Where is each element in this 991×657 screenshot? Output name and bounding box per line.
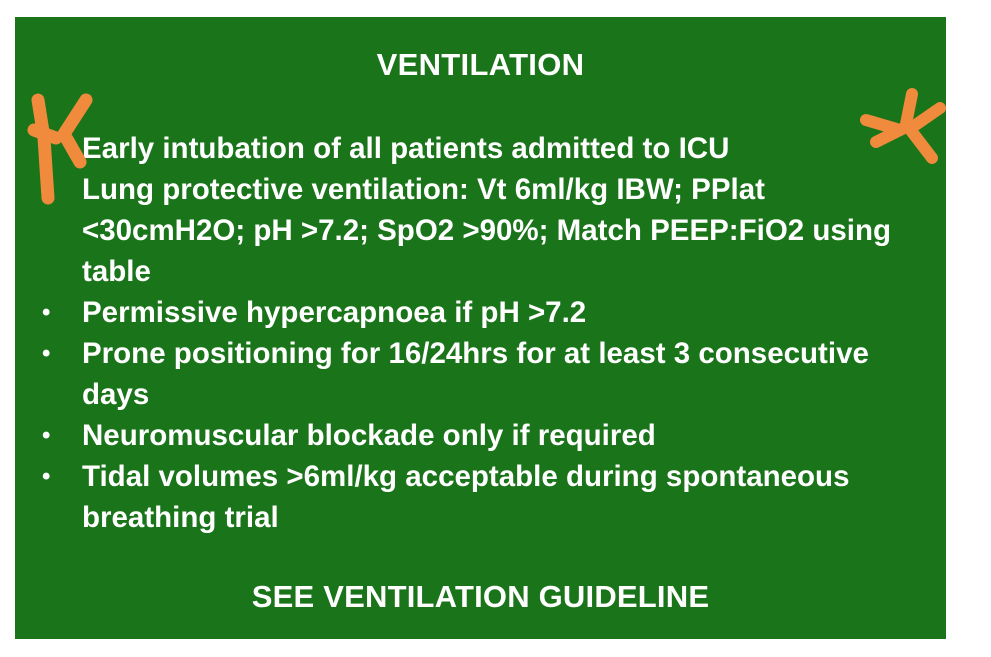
list-item-text: Permissive hypercapnoea if pH >7.2 — [82, 296, 587, 329]
list-item-text: Neuromuscular blockade only if required — [82, 419, 656, 452]
slide-title: VENTILATION — [376, 47, 585, 82]
list-item — [15, 169, 946, 292]
list-item-text: Early intubation of all patients admitted to ICU — [82, 132, 730, 165]
bullet-marker: • — [42, 340, 51, 367]
list-item — [15, 456, 946, 538]
asterisk-scribble-icon — [24, 90, 96, 212]
list-item — [15, 128, 946, 169]
list-item — [15, 333, 946, 415]
slide — [15, 17, 946, 639]
slide-footer: SEE VENTILATION GUIDELINE — [251, 579, 710, 614]
bullet-marker: • — [42, 299, 51, 326]
list-item-text: Lung protective ventilation: Vt 6ml/kg IBW; PPlat <30cmH2O; pH >7.2; SpO2 >90%; Match PEEP:FiO2 using table — [82, 173, 892, 288]
asterisk-scribble-icon — [856, 86, 948, 168]
list-item-text: Prone positioning for 16/24hrs for at least 3 consecutive days — [82, 337, 869, 411]
bullet-marker: • — [42, 463, 51, 490]
list-item — [15, 292, 946, 333]
bullet-marker: • — [42, 422, 51, 449]
list-item — [15, 415, 946, 456]
bullet-list — [15, 128, 946, 538]
list-item-text: Tidal volumes >6ml/kg acceptable during spontaneous breathing trial — [82, 460, 850, 534]
